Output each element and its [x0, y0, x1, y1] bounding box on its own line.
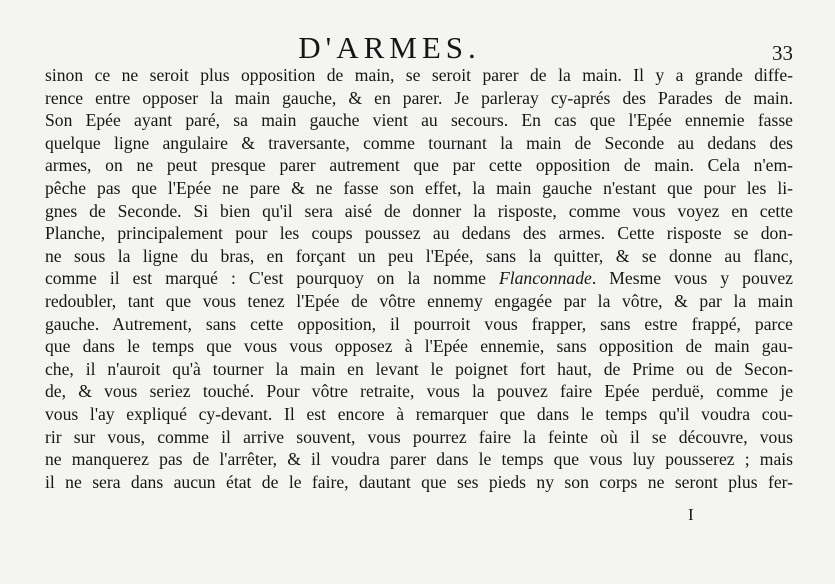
- running-title: [0, 31, 835, 65]
- running-title-text: D'ARMES.: [298, 30, 481, 65]
- text-line: gauche. Autrement, sans cette opposition, il pourroit vous frapper, sans estre frappé, parce: [45, 313, 793, 334]
- text-line: che, il n'auroit qu'à tourner la main en levant le poignet fort haut, de Prime ou de Secon-: [45, 358, 793, 379]
- signature-mark: I: [688, 505, 694, 524]
- text-line: il ne sera dans aucun état de le faire, dautant que ses pieds ny son corps ne seront plus fer-: [45, 471, 793, 492]
- text-line: vous l'ay expliqué cy-devant. Il est encore à remarquer que dans le temps qu'il voudra cou-: [45, 403, 793, 424]
- text-line: de, & vous seriez touché. Pour vôtre retraite, vous la pouvez faire Epée perduë, comme je: [45, 381, 793, 402]
- text-line: rir sur vous, comme il arrive souvent, vous pourrez faire la feinte où il se découvre, vous: [45, 426, 793, 447]
- text-line: Son Epée ayant paré, sa main gauche vient au secours. En cas que l'Epée ennemie fasse: [45, 110, 793, 131]
- text-line: armes, on ne peut presque parer autrement que par cette opposition de main. Cela n'em-: [45, 155, 793, 176]
- body-text: [45, 64, 793, 493]
- page-number: 33: [772, 41, 793, 65]
- text-line: ne manquerez pas de l'arrêter, & il voudra parer dans le temps que vous luy pousserez ; mais: [45, 449, 793, 470]
- text-line: que dans le temps que vous vous opposez à l'Epée ennemie, sans opposition de main gau-: [45, 336, 793, 357]
- text-segment: comme il est marqué : C'est pourquoy on la nomme: [45, 268, 499, 289]
- text-line: rence entre opposer la main gauche, & en parer. Je parleray cy-aprés des Parades de main.: [45, 87, 793, 108]
- text-segment: . Mesme vous y pouvez: [591, 268, 793, 289]
- text-line-with-italic: [45, 267, 793, 290]
- text-line: pêche pas que l'Epée ne pare & ne fasse son effet, la main gauche n'estant que pour les li-: [45, 177, 793, 198]
- text-line: quelque ligne angulaire & traversante, comme tournant la main de Seconde au dedans des: [45, 132, 793, 153]
- text-line: gnes de Seconde. Si bien qu'il sera aisé de donner la risposte, comme vous voyez en cette: [45, 200, 793, 221]
- text-line: ne sous la ligne du bras, en forçant un peu l'Epée, sans la quitter, & se donne au flanc,: [45, 245, 793, 266]
- text-line: Planche, principalement pour les coups poussez au dedans des armes. Cette risposte se don-: [45, 223, 793, 244]
- italic-term: Flanconnade: [499, 268, 592, 289]
- text-line: sinon ce ne seroit plus opposition de main, se seroit parer de la main. Il y a grande diffe-: [45, 65, 793, 85]
- text-line: redoubler, tant que vous tenez l'Epée de vôtre ennemy engagée par la vôtre, & par la main: [45, 290, 793, 311]
